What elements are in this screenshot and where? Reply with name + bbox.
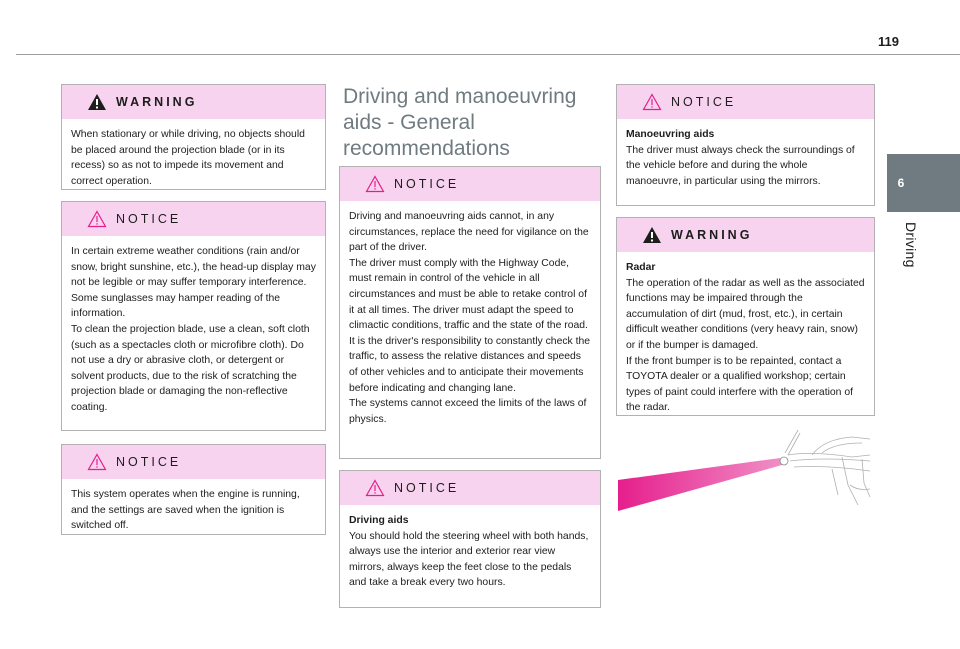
- box-header: [62, 85, 325, 119]
- box-text: When stationary or while driving, no objects should be placed around the projection blade (or in its recess) so as not to impede its movement and correct operation.: [71, 129, 305, 187]
- chapter-tab-number: 6: [897, 176, 905, 190]
- box-label: NOTICE: [116, 455, 182, 469]
- box-text: The driver must always check the surroundings of the vehicle before and during the whole manoeuvre, in particular using the mirrors.: [626, 144, 855, 187]
- box-subtitle: Radar: [626, 262, 656, 273]
- box-header: [62, 202, 325, 236]
- box-header: [340, 471, 600, 505]
- notice-triangle-icon: [87, 210, 107, 228]
- box-label: NOTICE: [671, 95, 737, 109]
- chapter-tab-label: Driving: [903, 222, 919, 268]
- box-text: Driving and manoeuvring aids cannot, in any circumstances, replace the need for vigilance on the part of the driver.: [349, 211, 589, 254]
- page-number: 119: [878, 34, 899, 49]
- box-header: [340, 167, 600, 201]
- notice-triangle-icon: [365, 479, 385, 497]
- warning-triangle-icon: [87, 93, 107, 111]
- box-subtitle: Manoeuvring aids: [626, 129, 715, 140]
- box-text: The operation of the radar as well as the associated functions may be impaired through the accumulation of dirt (mud, frost, etc.), in certain difficult weather conditions (very heavy rain, snow) or if the bumper is damaged.: [626, 277, 865, 351]
- notice-triangle-icon: [87, 453, 107, 471]
- notice-triangle-icon: [365, 175, 385, 193]
- box-text: The driver must comply with the Highway Code, must remain in control of the vehicle in all circumstances and must be able to retake control of it at all times. The driver must adapt the speed to climactic conditions, traffic and the state of the road.: [349, 257, 588, 332]
- box-text: It is the driver's responsibility to constantly check the traffic, to assess the relative distances and speeds of other vehicles and to anticipate their movements before indicating and changing lane.: [349, 335, 591, 394]
- box-text: You should hold the steering wheel with both hands, always use the interior and exterior rear view mirrors, always keep the feet close to the pedals and take a break every two hours.: [349, 530, 589, 589]
- warning-box-radar: [616, 217, 875, 416]
- notice-box-aids: [339, 166, 601, 459]
- box-text: To clean the projection blade, use a clean, soft cloth (such as a spectacles cloth or microfibre cloth). Do not use a dry or abrasive cloth, or detergent or solvent products, due to the risk of scratching the projection blade or damaging the non-reflective coating.: [71, 323, 310, 413]
- box-header: [617, 85, 874, 119]
- box-text: If the front bumper is to be repainted, contact a TOYOTA dealer or a qualified workshop; certain types of paint could interfere with the operation of the radar.: [626, 355, 854, 414]
- box-text: This system operates when the engine is running, and the settings are saved when the ignition is switched off.: [71, 489, 300, 532]
- warning-box-projection: [61, 84, 326, 190]
- top-divider: [16, 54, 960, 55]
- box-label: NOTICE: [394, 481, 460, 495]
- radar-beam: [618, 458, 782, 511]
- box-label: NOTICE: [116, 212, 182, 226]
- radar-sensor: [780, 457, 788, 465]
- box-header: [62, 445, 325, 479]
- notice-box-engine: [61, 444, 326, 535]
- box-text: Some sunglasses may hamper reading of the information.: [71, 292, 281, 320]
- notice-box-manoeuvring: [616, 84, 875, 206]
- box-subtitle: Driving aids: [349, 515, 409, 526]
- section-title: Driving and manoeuvring aids - General recommendations: [343, 85, 577, 160]
- box-label: NOTICE: [394, 177, 460, 191]
- box-label: WARNING: [116, 95, 198, 109]
- notice-box-driving-aids: [339, 470, 601, 608]
- radar-beam-illustration: [612, 425, 874, 525]
- box-text: In certain extreme weather conditions (rain and/or snow, bright sunshine, etc.), the head-up display may not be legible or may suffer temporary interference.: [71, 246, 316, 289]
- box-text: The systems cannot exceed the limits of the laws of physics.: [349, 398, 587, 425]
- notice-triangle-icon: [642, 93, 662, 111]
- box-label: WARNING: [671, 228, 753, 242]
- notice-box-weather: [61, 201, 326, 431]
- warning-triangle-icon: [642, 226, 662, 244]
- box-header: [617, 218, 874, 252]
